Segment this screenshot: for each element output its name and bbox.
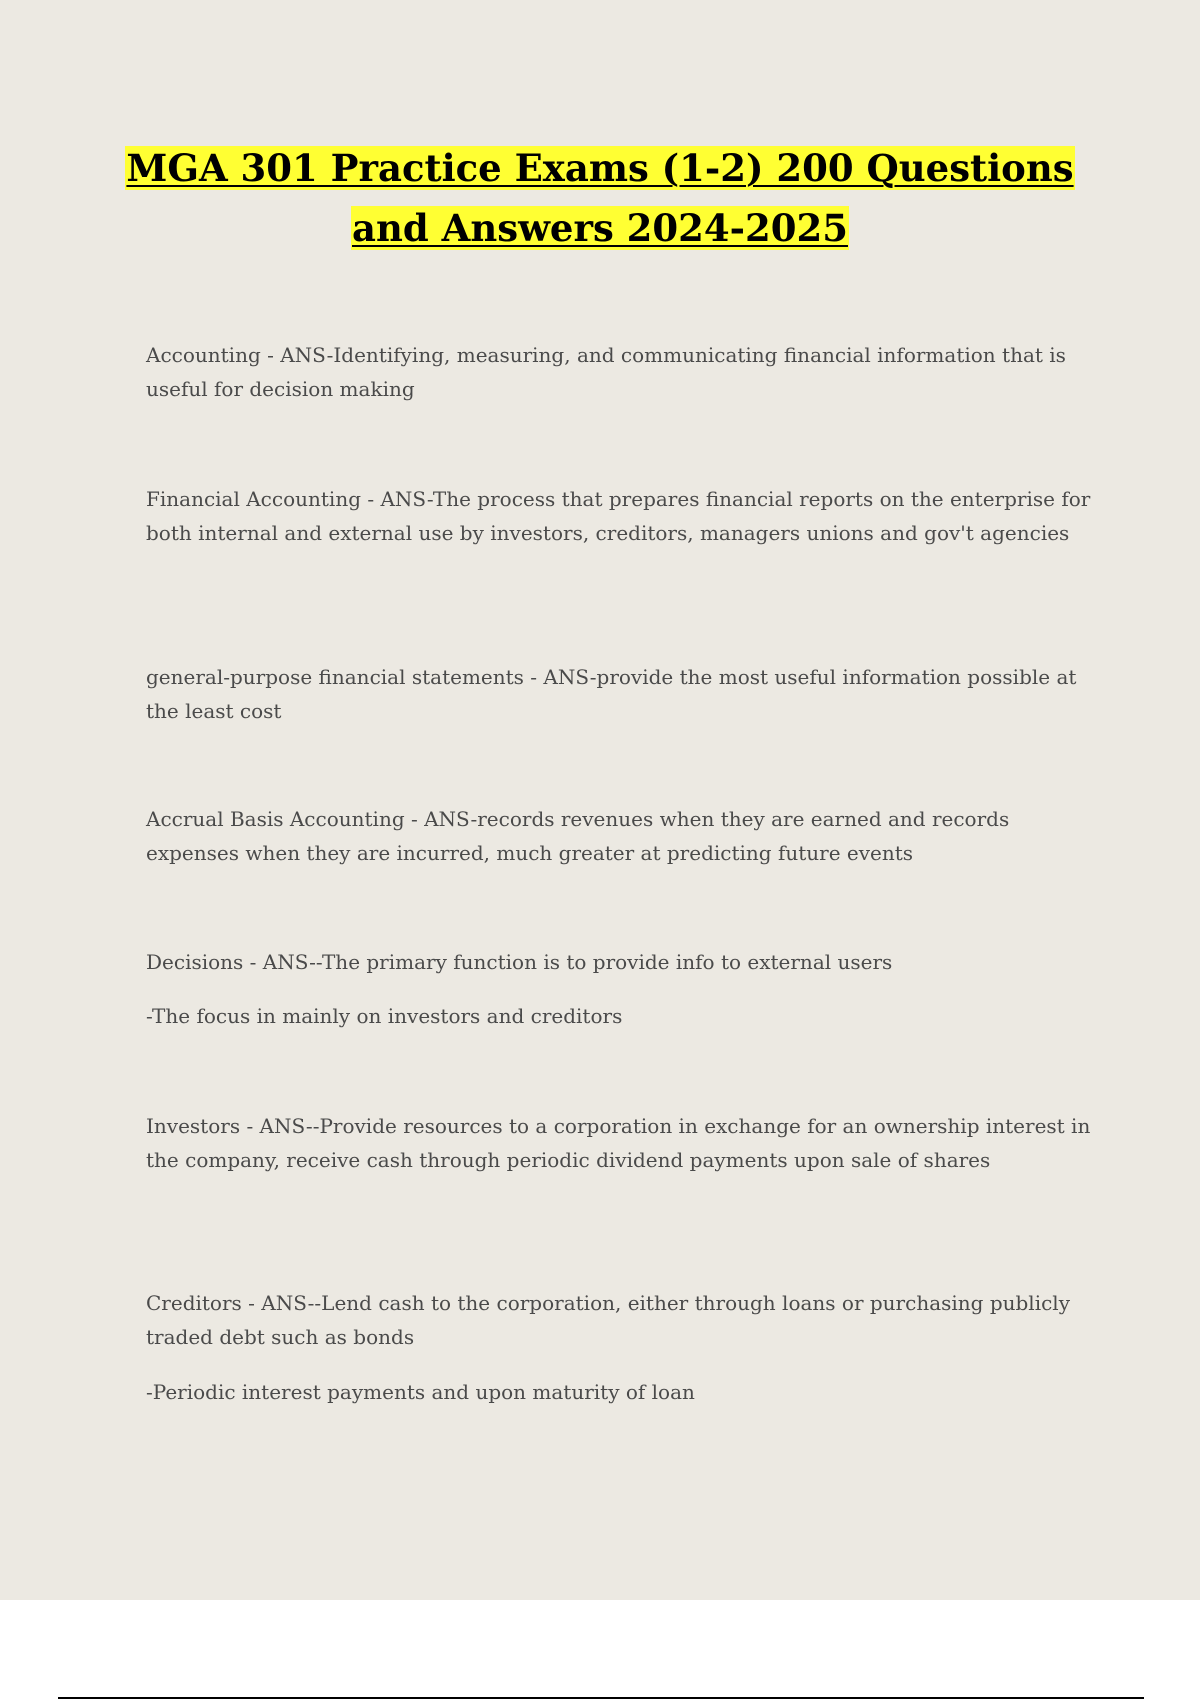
term-creditors: Creditors - ANS--Lend cash to the corporation, either through loans or purchasing publicly traded debt such as bonds (146, 1291, 1070, 1349)
term-accrual-basis: Accrual Basis Accounting - ANS-records revenues when they are earned and records expenses when they are incurred, much greater at predicting future events (146, 807, 1010, 865)
term-decisions: Decisions - ANS--The primary function is to provide info to external users (146, 950, 893, 974)
document-title (0, 138, 1200, 258)
term-decisions-note: -The focus in mainly on investors and creditors (146, 1004, 623, 1028)
title-line-1: MGA 301 Practice Exams (1-2) 200 Questions (126, 146, 1074, 190)
page-divider (58, 1697, 1144, 1699)
term-general-purpose-statements: general-purpose financial statements - ANS-provide the most useful information possible at the least cost (146, 665, 1077, 723)
term-financial-accounting: Financial Accounting - ANS-The process that prepares financial reports on the enterprise for both internal and external use by investors, creditors, managers unions and gov't agencies (146, 487, 1091, 545)
term-accounting: Accounting - ANS-Identifying, measuring, and communicating financial information that is useful for decision making (146, 343, 1066, 401)
term-creditors-note: -Periodic interest payments and upon maturity of loan (146, 1380, 695, 1404)
term-investors: Investors - ANS--Provide resources to a corporation in exchange for an ownership interest in the company, receive cash through periodic dividend payments upon sale of shares (146, 1114, 1091, 1172)
title-line-2: and Answers 2024-2025 (352, 206, 848, 250)
